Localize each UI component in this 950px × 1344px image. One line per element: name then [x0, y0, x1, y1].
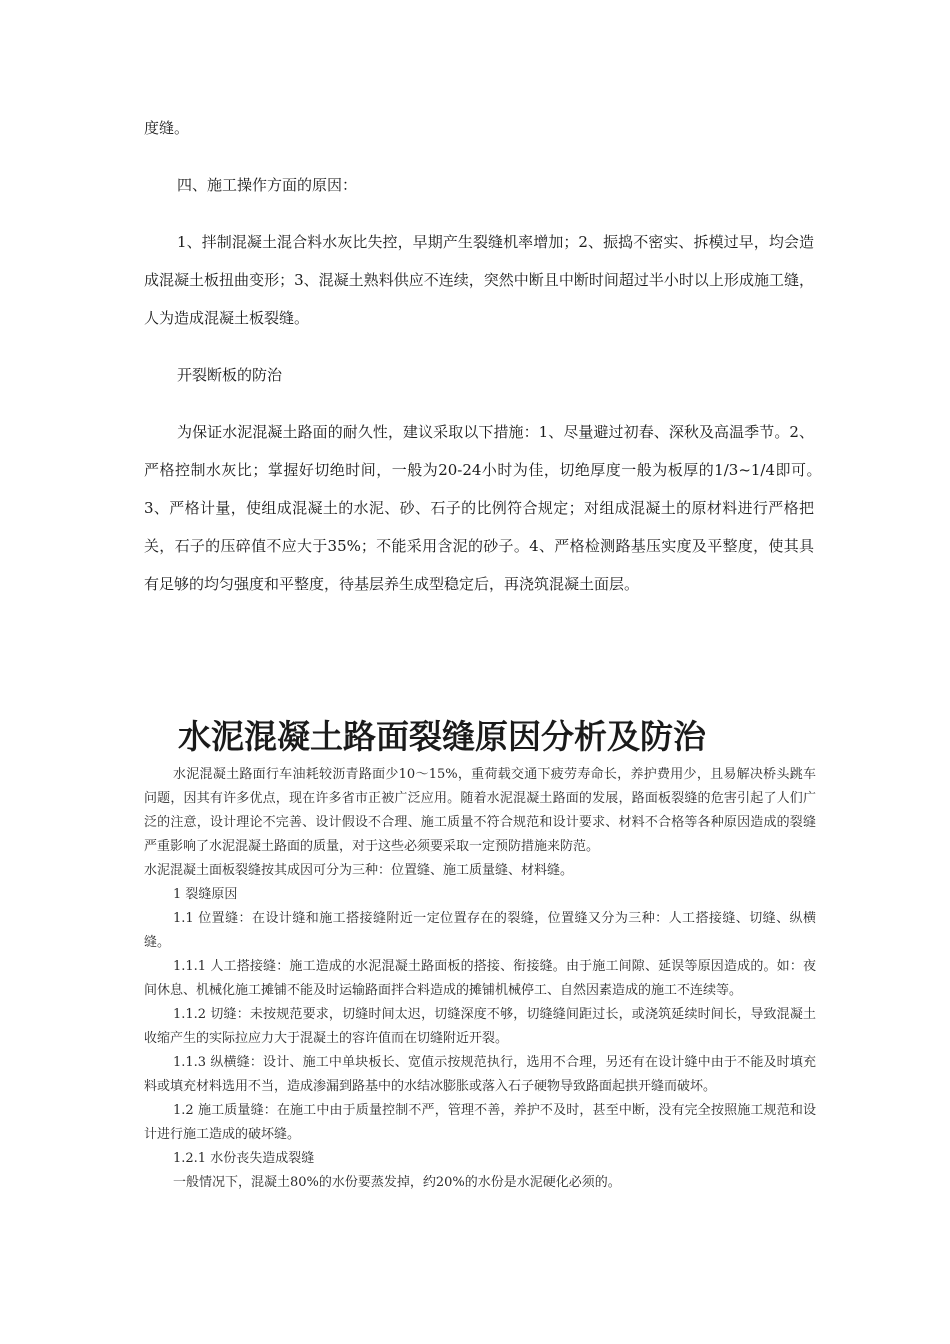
- article-title: 水泥混凝土路面裂缝原因分析及防治: [178, 717, 706, 756]
- paragraph-cut-joints: 1.1.2 切缝：未按规范要求，切缝时间太迟，切缝深度不够，切缝缝间距过长，或浇筑延续时间长，导致混凝土收缩产生的实际拉应力大于混凝土的容许值而在切缝附近开裂。: [144, 1007, 816, 1046]
- paragraph-construction-causes: 1、拌制混凝土混合料水灰比失控，早期产生裂缝机率增加；2、振捣不密实、拆模过早，均会造成混凝土板扭曲变形；3、混凝土熟料供应不连续，突然中断且中断时间超过半小时以上形成施工缝，人为造成混凝土板裂缝。: [144, 233, 814, 327]
- paragraph-crack-types: 水泥混凝土面板裂缝按其成因可分为三种：位置缝、施工质量缝、材料缝。: [144, 863, 574, 878]
- paragraph-intro: 水泥混凝土路面行车油耗较沥青路面少10～15%，重荷载交通下疲劳寿命长，养护费用少，且易解决桥头跳车问题，因其有许多优点，现在许多省市正被广泛应用。随着水泥混凝土路面的发展，路面板裂缝的危害引起了人们广泛的注意，设计理论不完善、设计假设不合理、施工质量不符合规范和设计要求、材料不合格等各种原因造成的裂缝严重影响了水泥混凝土路面的质量，对于这些必须要采取一定预防措施来防范。: [144, 767, 816, 854]
- paragraph-manual-joints: 1.1.1 人工搭接缝：施工造成的水泥混凝土路面板的搭接、衔接缝。由于施工间隙、延误等原因造成的。如：夜间休息、机械化施工摊铺不能及时运输路面拌合料造成的摊铺机械停工、自然因素造成的施工不连续等。: [144, 959, 816, 998]
- paragraph-water-loss: 一般情况下，混凝土80%的水份要蒸发掉，约20%的水份是水泥硬化必须的。: [173, 1175, 621, 1190]
- subheading-prevention: 开裂断板的防治: [177, 366, 283, 384]
- paragraph-position-cracks: 1.1 位置缝：在设计缝和施工搭接缝附近一定位置存在的裂缝，位置缝又分为三种：人工搭接缝、切缝、纵横缝。: [144, 911, 816, 950]
- paragraph-longitudinal-joints: 1.1.3 纵横缝：设计、施工中单块板长、宽值示按规范执行，选用不合理，另还有在设计缝中由于不能及时填充料或填充材料选用不当，造成渗漏到路基中的水结冰膨胀或落入石子硬物导致路面起拱开缝而破坏。: [144, 1055, 816, 1094]
- article-body: [144, 763, 816, 1195]
- section-continued-text: [144, 109, 830, 603]
- paragraph-prevention-measures: 为保证水泥混凝土路面的耐久性，建议采取以下措施：1、尽量避过初春、深秋及高温季节。2、严格控制水灰比；掌握好切绝时间，一般为20-24小时为佳，切绝厚度一般为板厚的1/3~1/4即可。 3、严格计量，使组成混凝土的水泥、砂、石子的比例符合规定；对组成混凝土的原材料进行严格把关，石子的压碎值不应大于35%；不能采用含泥的砂子。4、严格检测路基压实度及平整度，使其具有足够的均匀强度和平整度，待基层养生成型稳定后，再浇筑混凝土面层。: [144, 423, 830, 593]
- heading-crack-causes: 1 裂缝原因: [173, 887, 238, 902]
- subheading-construction-causes: 四、施工操作方面的原因：: [177, 176, 358, 194]
- heading-water-loss: 1.2.1 水份丧失造成裂缝: [173, 1151, 315, 1166]
- paragraph-fragment: 度缝。: [144, 119, 190, 137]
- paragraph-construction-quality-cracks: 1.2 施工质量缝：在施工中由于质量控制不严，管理不善，养护不及时，甚至中断，没有完全按照施工规范和设计进行施工造成的破坏缝。: [144, 1103, 816, 1142]
